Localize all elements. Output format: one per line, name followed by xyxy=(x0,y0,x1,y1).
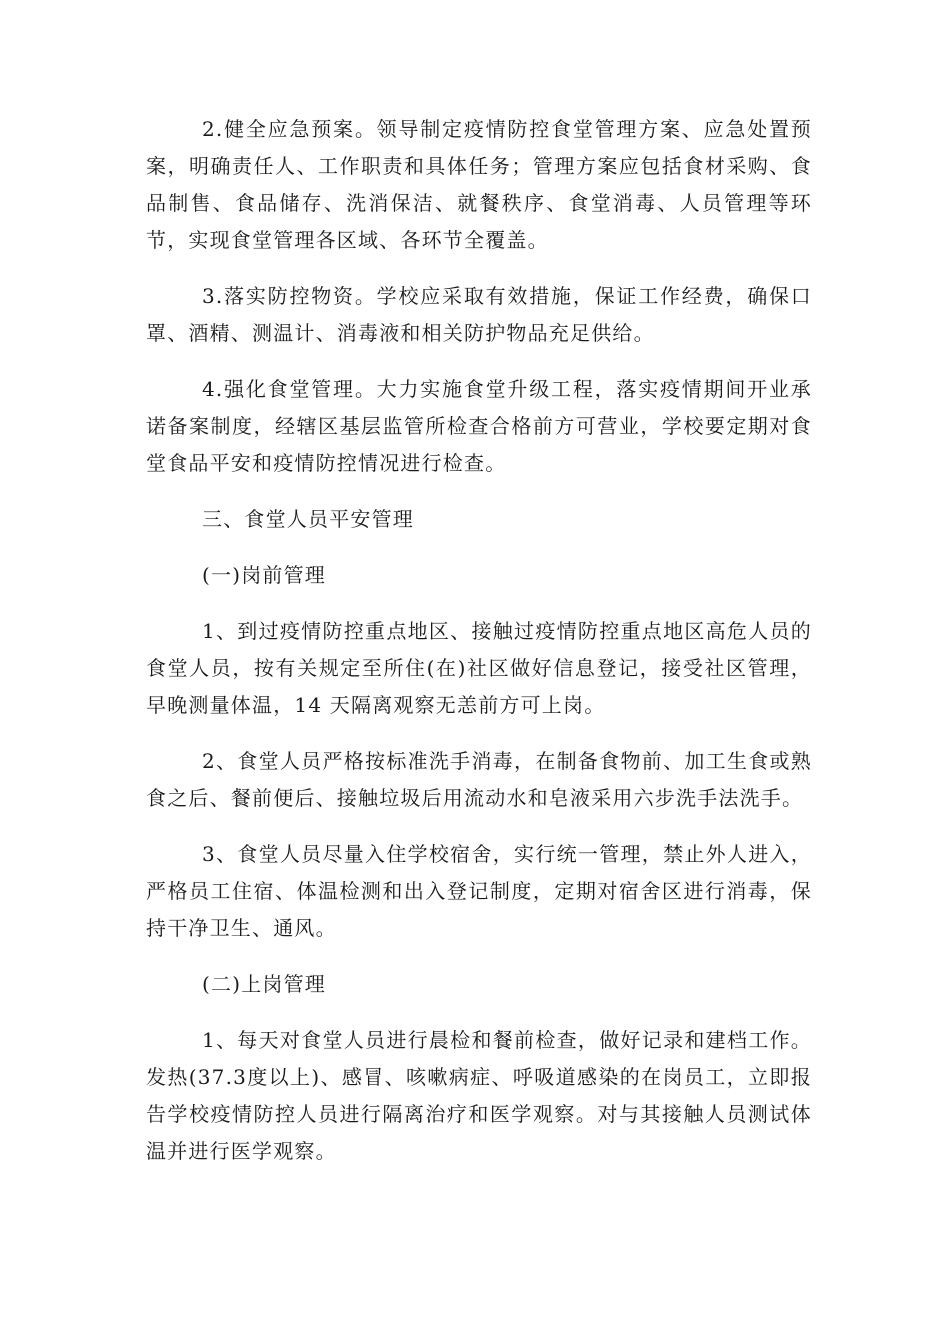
paragraph-emergency-plan: 2.健全应急预案。领导制定疫情防控食堂管理方案、应急处置预案，明确责任人、工作职责和具体任务；管理方案应包括食材采购、食品制售、食品储存、洗消保洁、就餐秩序、食堂消毒、人员管理等环节，实现食堂管理各区域、各环节全覆盖。 xyxy=(146,117,812,252)
subheading-on-duty: (二)上岗管理 xyxy=(202,972,327,996)
subheading-pre-duty: (一)岗前管理 xyxy=(202,563,327,587)
paragraph-pre-duty-2: 2、食堂人员严格按标准洗手消毒，在制备食物前、加工生食或熟食之后、餐前便后、接触垃圾后用流动水和皂液采用六步洗手法洗手。 xyxy=(146,749,812,810)
paragraph-canteen-management: 4.强化食堂管理。大力实施食堂升级工程，落实疫情期间开业承诺备案制度，经辖区基层监管所检查合格前方可营业，学校要定期对食堂食品平安和疫情防控情况进行检查。 xyxy=(146,377,812,475)
paragraph-pre-duty-1: 1、到过疫情防控重点地区、接触过疫情防控重点地区高危人员的食堂人员，按有关规定至所住(在)社区做好信息登记，接受社区管理，早晚测量体温，14 天隔离观察无恙前方可上岗。 xyxy=(146,619,812,717)
paragraph-on-duty-1: 1、每天对食堂人员进行晨检和餐前检查，做好记录和建档工作。发热(37.3度以上)、感冒、咳嗽病症、呼吸道感染的在岗员工，立即报告学校疫情防控人员进行隔离治疗和医学观察。对与其接触人员测试体温并进行医学观察。 xyxy=(146,1028,812,1163)
document-body xyxy=(146,111,812,1189)
paragraph-pre-duty-3: 3、食堂人员尽量入住学校宿舍，实行统一管理，禁止外人进入，严格员工住宿、体温检测和出入登记制度，定期对宿舍区进行消毒，保持干净卫生、通风。 xyxy=(146,842,812,940)
paragraph-protective-supplies: 3.落实防控物资。学校应采取有效措施，保证工作经费，确保口罩、酒精、测温计、消毒液和相关防护物品充足供给。 xyxy=(146,284,812,345)
section-heading-staff-safety: 三、食堂人员平安管理 xyxy=(202,507,414,531)
